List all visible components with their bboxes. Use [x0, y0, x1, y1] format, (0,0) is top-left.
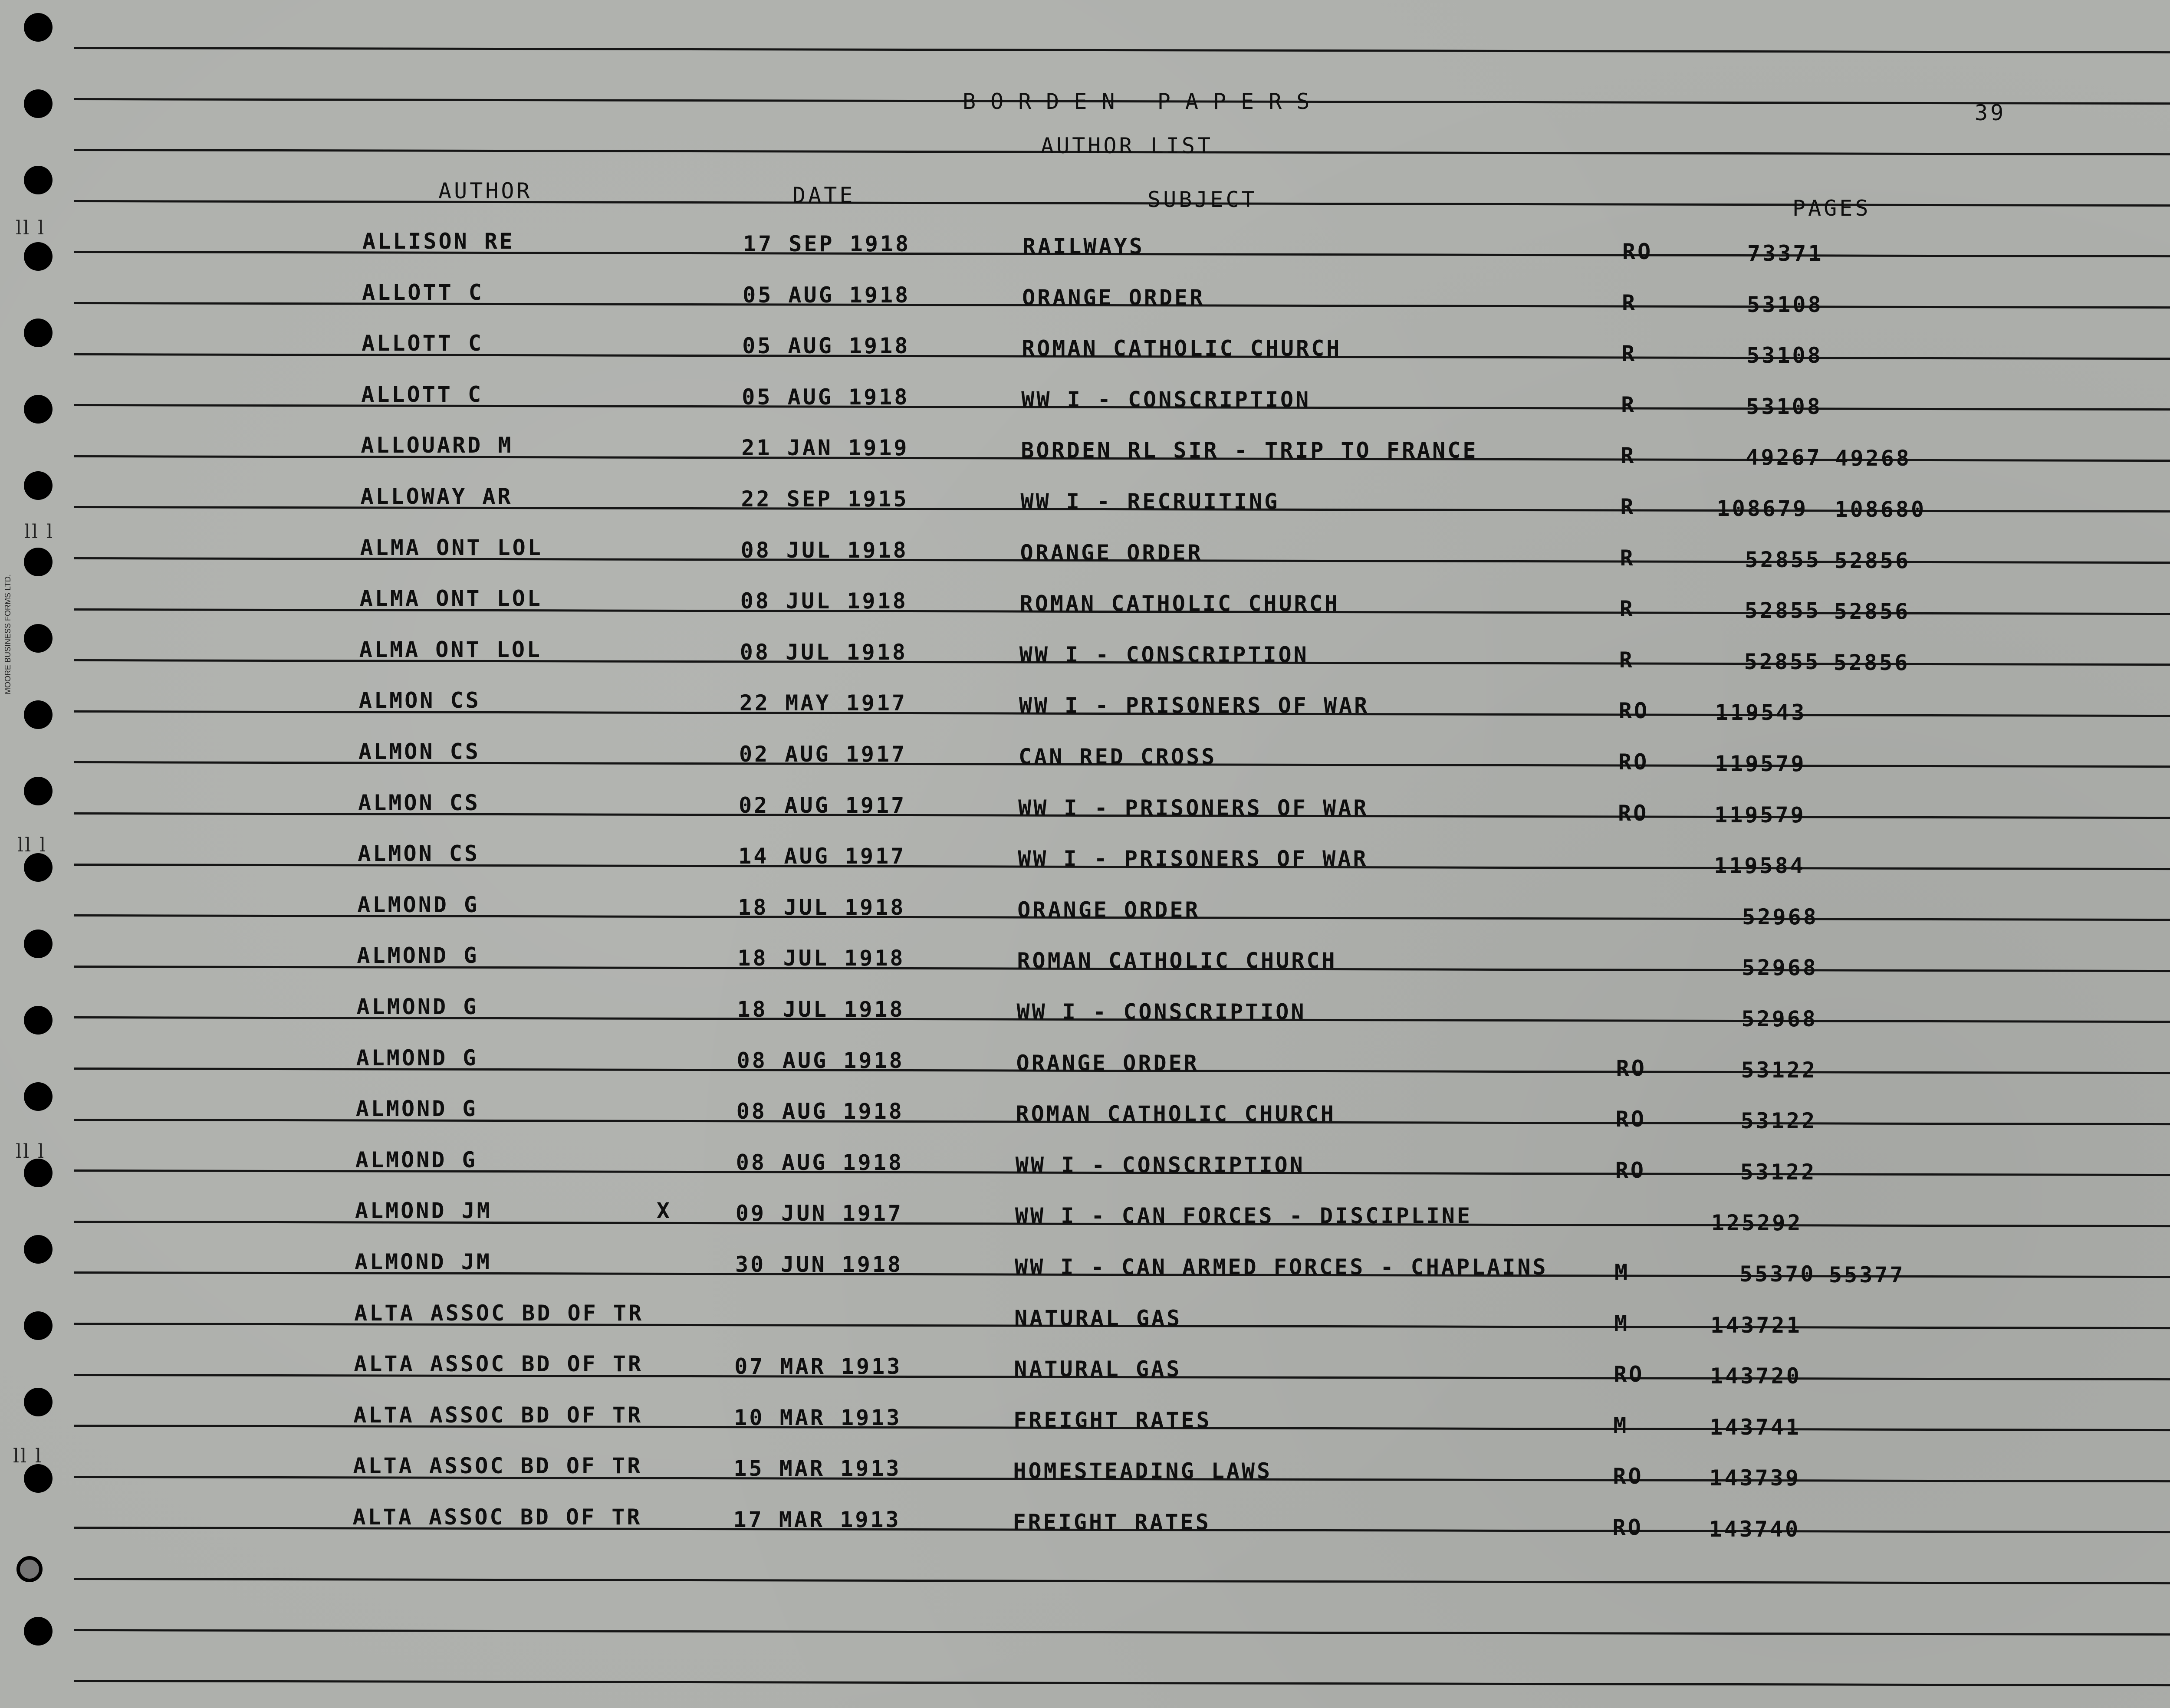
author-cell: ALLOUARD M: [361, 433, 513, 458]
flag-cell: X: [656, 1198, 672, 1224]
date-cell: 10 MAR 1913: [734, 1405, 902, 1430]
page-cell: 52968: [1742, 955, 1818, 981]
page-cell: 52968: [1741, 1006, 1818, 1031]
page-cell: 49268: [1835, 446, 1911, 471]
author-cell: ALLISON RE: [362, 229, 515, 254]
code-cell: M: [1613, 1412, 1629, 1438]
page-cell: 52856: [1834, 599, 1910, 624]
code-cell: M: [1614, 1260, 1630, 1285]
date-cell: 22 SEP 1915: [741, 486, 909, 512]
subject-cell: ROMAN CATHOLIC CHURCH: [1017, 948, 1337, 974]
page-cell: 52855: [1745, 547, 1821, 572]
date-cell: 08 JUL 1918: [740, 588, 908, 614]
code-cell: R: [1620, 494, 1636, 519]
subject-cell: WW I - PRISONERS OF WAR: [1018, 795, 1369, 821]
author-cell: ALTA ASSOC BD OF TR: [353, 1453, 643, 1479]
margin-mark: ll l: [16, 1140, 46, 1163]
code-cell: R: [1619, 647, 1634, 673]
subject-cell: WW I - CONSCRIPTION: [1015, 1152, 1305, 1178]
page-cell: 52968: [1742, 904, 1818, 930]
page-cell: 53108: [1747, 292, 1823, 317]
ruled-line: [74, 1629, 2170, 1636]
subject-cell: ORANGE ORDER: [1016, 1050, 1199, 1076]
author-cell: ALMOND G: [355, 1096, 478, 1122]
subject-cell: WW I - PRISONERS OF WAR: [1018, 846, 1368, 872]
subject-cell: FREIGHT RATES: [1013, 1407, 1212, 1433]
author-cell: ALMON CS: [358, 790, 480, 815]
date-cell: 09 JUN 1917: [735, 1201, 904, 1226]
author-cell: ALMON CS: [358, 688, 481, 713]
feed-hole: [24, 13, 53, 42]
feed-hole: [24, 319, 53, 347]
page-number: 39: [1975, 100, 2006, 125]
page-cell: 73371: [1747, 241, 1824, 266]
margin-mark: ll l: [16, 217, 46, 239]
author-cell: ALMOND G: [357, 943, 479, 969]
date-cell: 22 MAY 1917: [739, 690, 907, 716]
code-cell: RO: [1615, 1107, 1646, 1132]
ruled-line: [74, 47, 2170, 53]
margin-mark: ll l: [17, 834, 47, 856]
subject-cell: WW I - CONSCRIPTION: [1019, 642, 1309, 667]
author-cell: ALLOTT C: [361, 381, 483, 407]
author-cell: ALMOND JM: [355, 1249, 492, 1274]
date-cell: 08 AUG 1918: [736, 1099, 904, 1124]
subject-cell: HOMESTEADING LAWS: [1013, 1458, 1272, 1484]
subject-cell: WW I - CONSCRIPTION: [1021, 387, 1311, 412]
author-cell: ALTA ASSOC BD OF TR: [352, 1504, 642, 1530]
page-cell: 119584: [1714, 853, 1805, 879]
date-cell: 02 AUG 1917: [739, 792, 907, 818]
feed-hole: [24, 1006, 53, 1035]
feed-hole: [24, 1311, 53, 1340]
column-header-date: DATE: [792, 183, 855, 208]
page-cell: 143741: [1710, 1414, 1801, 1440]
subject-cell: WW I - CAN ARMED FORCES - CHAPLAINS: [1015, 1255, 1548, 1280]
date-cell: 08 AUG 1918: [736, 1150, 904, 1175]
subject-cell: ROMAN CATHOLIC CHURCH: [1022, 336, 1342, 361]
code-cell: RO: [1618, 749, 1649, 775]
date-cell: 05 AUG 1918: [742, 333, 910, 359]
subject-cell: WW I - PRISONERS OF WAR: [1019, 693, 1370, 719]
date-cell: 18 JUL 1918: [737, 997, 905, 1022]
page-cell: 53122: [1740, 1159, 1817, 1185]
page-cell: 49267: [1746, 445, 1822, 470]
subject-cell: WW I - RECRUITING: [1020, 489, 1280, 514]
subject-cell: ORANGE ORDER: [1020, 540, 1203, 565]
date-cell: 21 JAN 1919: [741, 435, 909, 461]
feed-hole: [24, 395, 53, 424]
code-cell: RO: [1618, 800, 1649, 826]
subject-cell: WW I - CONSCRIPTION: [1016, 999, 1306, 1025]
feed-hole: [24, 242, 53, 271]
author-cell: ALMA ONT LOL: [360, 535, 543, 560]
feed-hole: [24, 624, 53, 653]
code-cell: R: [1622, 290, 1637, 315]
subject-cell: ORANGE ORDER: [1017, 897, 1200, 923]
page-cell: 52855: [1744, 598, 1821, 624]
feed-hole: [24, 89, 53, 118]
author-cell: ALLOTT C: [362, 331, 484, 356]
author-cell: ALTA ASSOC BD OF TR: [353, 1402, 643, 1428]
date-cell: 05 AUG 1918: [742, 384, 910, 410]
page-cell: 55370: [1739, 1261, 1816, 1287]
author-cell: ALLOWAY AR: [360, 484, 513, 509]
date-cell: 08 AUG 1918: [736, 1048, 904, 1073]
author-cell: ALMOND G: [355, 1147, 477, 1173]
date-cell: 07 MAR 1913: [734, 1354, 902, 1380]
feed-hole: [24, 853, 53, 882]
code-cell: R: [1621, 443, 1636, 469]
page-cell: 119579: [1715, 751, 1806, 776]
gear-icon: [16, 1556, 43, 1582]
date-cell: 30 JUN 1918: [735, 1252, 903, 1277]
page-cell: 52856: [1834, 548, 1911, 573]
subject-cell: ROMAN CATHOLIC CHURCH: [1019, 591, 1340, 617]
page-cell: 52855: [1744, 649, 1821, 674]
page-cell: 143720: [1710, 1363, 1802, 1389]
author-cell: ALMOND JM: [355, 1198, 492, 1224]
author-cell: ALTA ASSOC BD OF TR: [354, 1351, 644, 1377]
date-cell: 15 MAR 1913: [733, 1456, 901, 1481]
author-cell: ALMON CS: [358, 739, 480, 764]
feed-hole: [24, 1082, 53, 1111]
date-cell: 17 MAR 1913: [733, 1507, 901, 1532]
page-cell: 143721: [1710, 1312, 1802, 1338]
date-cell: 18 JUL 1918: [738, 894, 906, 920]
author-cell: ALMA ONT LOL: [359, 586, 542, 611]
page-cell: 108679: [1716, 496, 1808, 521]
subject-cell: CAN RED CROSS: [1019, 744, 1217, 769]
author-cell: ALMOND G: [357, 892, 480, 917]
feed-hole: [24, 471, 53, 500]
feed-hole: [24, 700, 53, 729]
page-cell: 125292: [1711, 1210, 1803, 1236]
subject-cell: NATURAL GAS: [1014, 1305, 1182, 1331]
subject-cell: FREIGHT RATES: [1013, 1510, 1211, 1535]
date-cell: 08 JUL 1918: [740, 639, 907, 665]
feed-hole: [24, 1617, 53, 1646]
page-cell: 53122: [1741, 1057, 1818, 1083]
code-cell: RO: [1615, 1157, 1646, 1183]
feed-hole: [24, 777, 53, 805]
author-cell: ALMOND G: [356, 994, 479, 1019]
date-cell: 17 SEP 1918: [743, 231, 911, 256]
page-cell: 53122: [1740, 1108, 1817, 1134]
code-cell: R: [1621, 392, 1637, 417]
code-cell: RO: [1622, 239, 1653, 264]
author-cell: ALTA ASSOC BD OF TR: [354, 1300, 644, 1326]
author-cell: ALMOND G: [356, 1045, 478, 1071]
subject-cell: RAILWAYS: [1023, 234, 1144, 259]
subject-cell: NATURAL GAS: [1014, 1357, 1182, 1382]
page-cell: 119579: [1714, 802, 1806, 828]
feed-hole: [24, 1159, 53, 1187]
date-cell: 18 JUL 1918: [737, 946, 905, 971]
column-header-pages: PAGES: [1792, 196, 1871, 221]
column-header-subject: SUBJECT: [1147, 187, 1257, 212]
ruled-line: [74, 1680, 2170, 1686]
page-cell: 53108: [1746, 394, 1822, 419]
date-cell: 08 JUL 1918: [740, 537, 908, 563]
code-cell: RO: [1612, 1515, 1643, 1540]
date-cell: 05 AUG 1918: [743, 282, 911, 308]
margin-mark: ll l: [24, 521, 54, 543]
feed-hole: [24, 166, 53, 194]
margin-mark: ll l: [13, 1445, 43, 1467]
subject-cell: ORANGE ORDER: [1022, 285, 1205, 310]
author-cell: ALMA ONT LOL: [359, 637, 542, 662]
page-cell: 55377: [1829, 1262, 1905, 1288]
code-cell: M: [1614, 1311, 1630, 1336]
code-cell: RO: [1616, 1055, 1647, 1081]
subject-cell: ROMAN CATHOLIC CHURCH: [1016, 1101, 1336, 1127]
printer-imprint: MOORE BUSINESS FORMS LTD.: [3, 574, 12, 694]
date-cell: 14 AUG 1917: [738, 844, 906, 869]
page-cell: 143739: [1709, 1465, 1801, 1491]
page-cell: 119543: [1715, 700, 1807, 726]
feed-hole: [24, 548, 53, 576]
date-cell: 02 AUG 1917: [739, 742, 907, 767]
page-cell: 53108: [1746, 343, 1823, 368]
code-cell: R: [1619, 596, 1635, 622]
feed-hole: [24, 1235, 53, 1264]
feed-hole: [24, 1464, 53, 1493]
feed-hole: [24, 930, 53, 958]
feed-hole: [24, 1388, 53, 1416]
code-cell: RO: [1618, 698, 1650, 724]
author-cell: ALMON CS: [358, 841, 480, 867]
page-cell: 52856: [1833, 650, 1910, 675]
list-subtitle: AUTHOR LIST: [1041, 133, 1213, 158]
page-cell: 143740: [1709, 1517, 1801, 1542]
code-cell: R: [1620, 545, 1635, 571]
page-title: BORDEN PAPERS: [963, 89, 1325, 114]
code-cell: RO: [1613, 1464, 1644, 1489]
author-cell: ALLOTT C: [362, 279, 484, 305]
ruled-line: [74, 1578, 2170, 1584]
column-header-author: AUTHOR: [438, 178, 533, 204]
code-cell: RO: [1614, 1362, 1644, 1387]
subject-cell: BORDEN RL SIR - TRIP TO FRANCE: [1021, 438, 1478, 463]
subject-cell: WW I - CAN FORCES - DISCIPLINE: [1015, 1203, 1472, 1229]
page-cell: 108680: [1835, 497, 1927, 522]
code-cell: R: [1621, 341, 1637, 367]
